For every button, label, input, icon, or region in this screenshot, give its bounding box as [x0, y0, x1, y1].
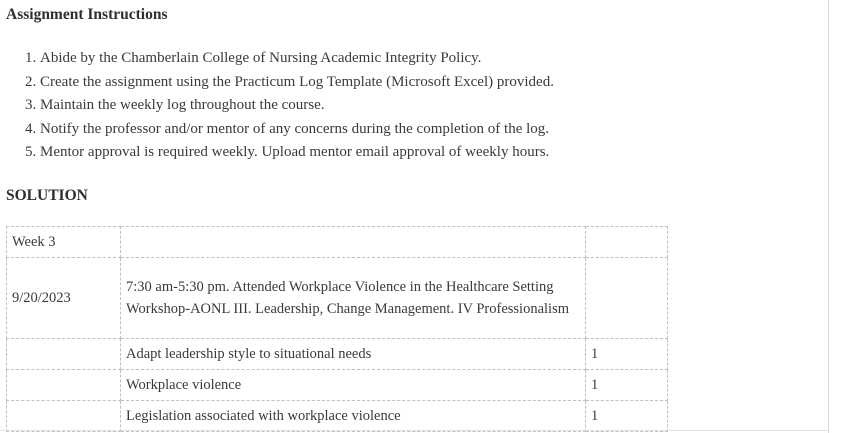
- activity-cell: Workplace violence: [121, 370, 586, 401]
- table-row: [7, 401, 668, 432]
- list-item: Create the assignment using the Practicum Log Template (Microsoft Excel) provided.: [40, 73, 554, 90]
- date-cell: 9/20/2023: [7, 258, 121, 339]
- hours-cell: 1: [586, 339, 668, 370]
- date-cell: [7, 370, 121, 401]
- date-cell: [7, 401, 121, 432]
- table-row: [7, 227, 668, 258]
- page-divider: [828, 0, 829, 433]
- solution-heading: SOLUTION: [6, 187, 88, 204]
- list-item: Abide by the Chamberlain College of Nursing Academic Integrity Policy.: [40, 50, 482, 66]
- list-item: Mentor approval is required weekly. Upload mentor email approval of weekly hours.: [40, 144, 550, 160]
- assignment-instructions-list: [0, 47, 554, 165]
- activity-cell: [121, 227, 586, 258]
- activity-cell: 7:30 am-5:30 pm. Attended Workplace Violence in the Healthcare Setting Workshop-AONL III. Leadership, Change Management. IV Professionalism: [121, 258, 586, 339]
- table-row: [7, 258, 668, 339]
- bottom-divider: [0, 430, 828, 431]
- hours-cell: 1: [586, 401, 668, 432]
- hours-cell: [586, 258, 668, 339]
- table-row: [7, 370, 668, 401]
- date-cell: [7, 339, 121, 370]
- hours-cell: 1: [586, 370, 668, 401]
- hours-cell: [586, 227, 668, 258]
- activity-cell: Adapt leadership style to situational needs: [121, 339, 586, 370]
- list-item: Maintain the weekly log throughout the course.: [40, 97, 325, 113]
- page-title: Assignment Instructions: [6, 6, 168, 23]
- practicum-log-table: [6, 226, 668, 432]
- activity-cell: Legislation associated with workplace violence: [121, 401, 586, 432]
- list-item: Notify the professor and/or mentor of any concerns during the completion of the log.: [40, 120, 550, 137]
- table-row: [7, 339, 668, 370]
- week-label-cell: Week 3: [7, 227, 121, 258]
